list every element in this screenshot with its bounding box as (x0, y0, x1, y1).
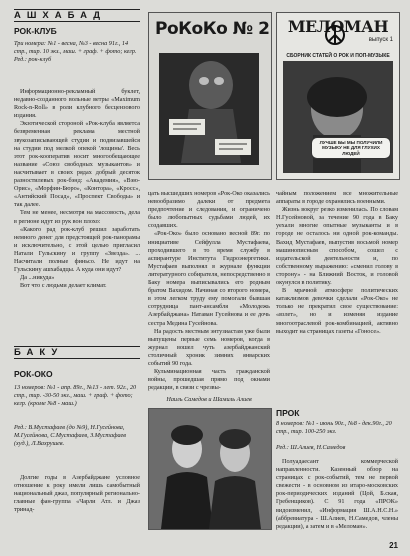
article-body-prok (276, 458, 398, 531)
article-editors: Ред.: В.Мустафаев (до №9), Н.Гусейнова, М.Гусейнова, С.Мустафаев, З.Мустафаев (худ.), Л.Вахрушев. (14, 424, 126, 448)
section-header-ashgabat: АШХАБАД (14, 9, 140, 22)
article-editors: Ред.: Ш.Алиев, Н.Самедов (276, 444, 346, 451)
article-body-rok-oko (14, 474, 140, 514)
article-title-rok-klub: РОК-КЛУБ (14, 26, 57, 36)
paragraph: На радость местным энтузиастам уже были выпущены первые семь номеров, когда в журнал вошел чуть азербайджанский столичный хроник зимних январских событий 90 года. (148, 327, 270, 367)
cover-title: РоКоКо № 2 (155, 19, 270, 39)
paragraph: Экзотической стороной «Рок-клуба являетса безвременная реклама местной звукозаписывающей студии и подвизавшейся на студии под мелкой опекой 'лощины'. Весь этот рок-кооператив носит многообещающее название «Союз свободных музыкантов» и насчитывает в своих рядах добрый десяток разностилевых рок-бэнд: «Академия», «Вэю-Орис», «Морфин-Бюро», «Контора», «Кросс», «Антийский Посад», «Проспект Свободы» и так далее. (14, 120, 140, 209)
band-photo-image (149, 409, 271, 529)
article-meta: 13 номеров: №1 - апр. 89г., №13 - лет. 92г., 20 стр., тир. -30-50 экз., маш. + граф. + фото; кегр. (кроме №8 - маш.) (14, 384, 137, 408)
cover-issue: выпуск 1 (368, 37, 393, 43)
article-body-middle (148, 190, 270, 392)
paragraph: Полуадаесант коммерческой направленности. Казенный обзор на страницах с рок-событий, тем не первой свежести - в основном из итаро-московских рок-периодических изданий (Цой, Б.ская, Гребенщиков). С 91 года «ПРОК» видоизменил, «Информация Ш.А.Н.С.Н.» (аббревиатура - Ш.Алиев, Н.Самедов, члены редакции), а затем и в «Меломан». (276, 458, 398, 530)
paragraph: Вот что с людьми делает климат. (20, 282, 107, 290)
cover-illustration (149, 13, 271, 179)
paragraph: «Какого рад рок-клуб решил заработать немного денег для предстоящей рок-панорамы и исключительно, с этой целью пригласил Натали Гульскину и группу «Звезда». ... Насчитали полные финьсо. Не идут на Гульскину ашхабадцы. А куда они идут? (14, 225, 140, 274)
paragraph: Кульминационная часть гражданской войны, прошедшая прямо под окнами редакции, в связи с чрезвы- (148, 368, 270, 392)
article-meta: Три номера: №1 - весна, №3 - весна 91г., 14 стр., тир. 10 экз., маш. + граф. + фото; кегр. Ред.: рок-клуб (14, 40, 137, 64)
article-title-rok-oko: РОК-ОКО (14, 369, 53, 379)
cover-title: МЕЛОМАН (287, 17, 389, 36)
paragraph: Да ...никуда» (20, 274, 55, 282)
paragraph: Тем не менее, несмотря на массовость, дела в регионе идут из рук вон плохо: (14, 209, 140, 225)
magazine-cover-rokoko (148, 12, 272, 180)
article-body-rok-klub (14, 88, 140, 290)
paragraph: Жизнь вокруг резко изменилась. По словам Н.Гусейновой, за течение 90 года в Баку уехали многие опытные музыканты и в городе не осталось ни одной рок-команды. Вахид Мустафаев, выпустив восьмой номер машинописным способом, сошел с издательской деятельности и, по собственному выражению: «сменил голову в сторону» - на Ближний Восток, и головой окунулся в политику. (276, 206, 398, 287)
paragraph: В мрачной атмосфере политических катаклизмов девочки сделали «Рок-Око» не только не прекратил свое существование: «взлет», но и изменяя издание многоотраслевой рок-комбинацией, активно выходит на страницах газеты «Гоносе». (276, 287, 398, 335)
speech-bubble: ЛУЧШЕ БЫ МЫ ПОЛУЧИЛИ МУЗЫКУ НЕ ДЛЯ ГЛУХИХ ЛЮДЕЙ (311, 137, 391, 159)
paragraph: чайным положением все множительные аппараты в городе охранялись военными. (276, 190, 398, 206)
section-header-baku: БАКУ (14, 346, 140, 359)
photo-caption: Наиль Самедов и Шамиль Алиев (166, 396, 252, 403)
paragraph: Информационно-рекламный буклет, недавно-созданного вольные ветры «Maximum Rock-n-Roll» в роли клубного бесцензового издания. (14, 88, 140, 120)
band-photo (148, 408, 272, 530)
cover-photo (277, 61, 399, 179)
paragraph: цать высшедших номеров «Рок-Око оказались невообразимо далеки от предмета предпочтение и следования, и ограничено было любопытных судьбами людей, их создавших. (148, 190, 270, 230)
paragraph: Долгие годы в Азербайджане условное отношение к року имели лишь самобытный национальный джаз, популярный регионально-главные фан-группа «Чарли Атл. и Джаз тринад- (14, 474, 140, 514)
page-number: 21 (389, 541, 398, 550)
article-body-right (276, 190, 398, 336)
paragraph: «Рок-Око» было основано весной 89г. по инициативе Сейфулла Мустафаева, проходившего в то время службу в аспирантуре Института Гидроэнергетики. Мустафаев выполнял в журнале функции литературного собирателя, непосредственно в Баку номера выписывались его родным братом Вахидом. Начиная со второго номера, в этом легком труду ему помогали бывшая сотрудница пант-ансамбля «Молодежь Азербайджана» Натаван Гусейнова и ее дочь сестра Медина Гусейнова. (148, 230, 270, 327)
article-meta: 8 номеров: №1 - июнь 90г., №8 - дек.90г., 20 стр., тир. 100-250 экз. (276, 420, 392, 436)
magazine-cover-meloman (276, 12, 400, 180)
article-title-prok: ПРОК (276, 408, 300, 418)
cover-subtitle: СБОРНИК СТАТЕЙ О РОК И ПОП-МУЗЫКЕ (286, 53, 390, 59)
